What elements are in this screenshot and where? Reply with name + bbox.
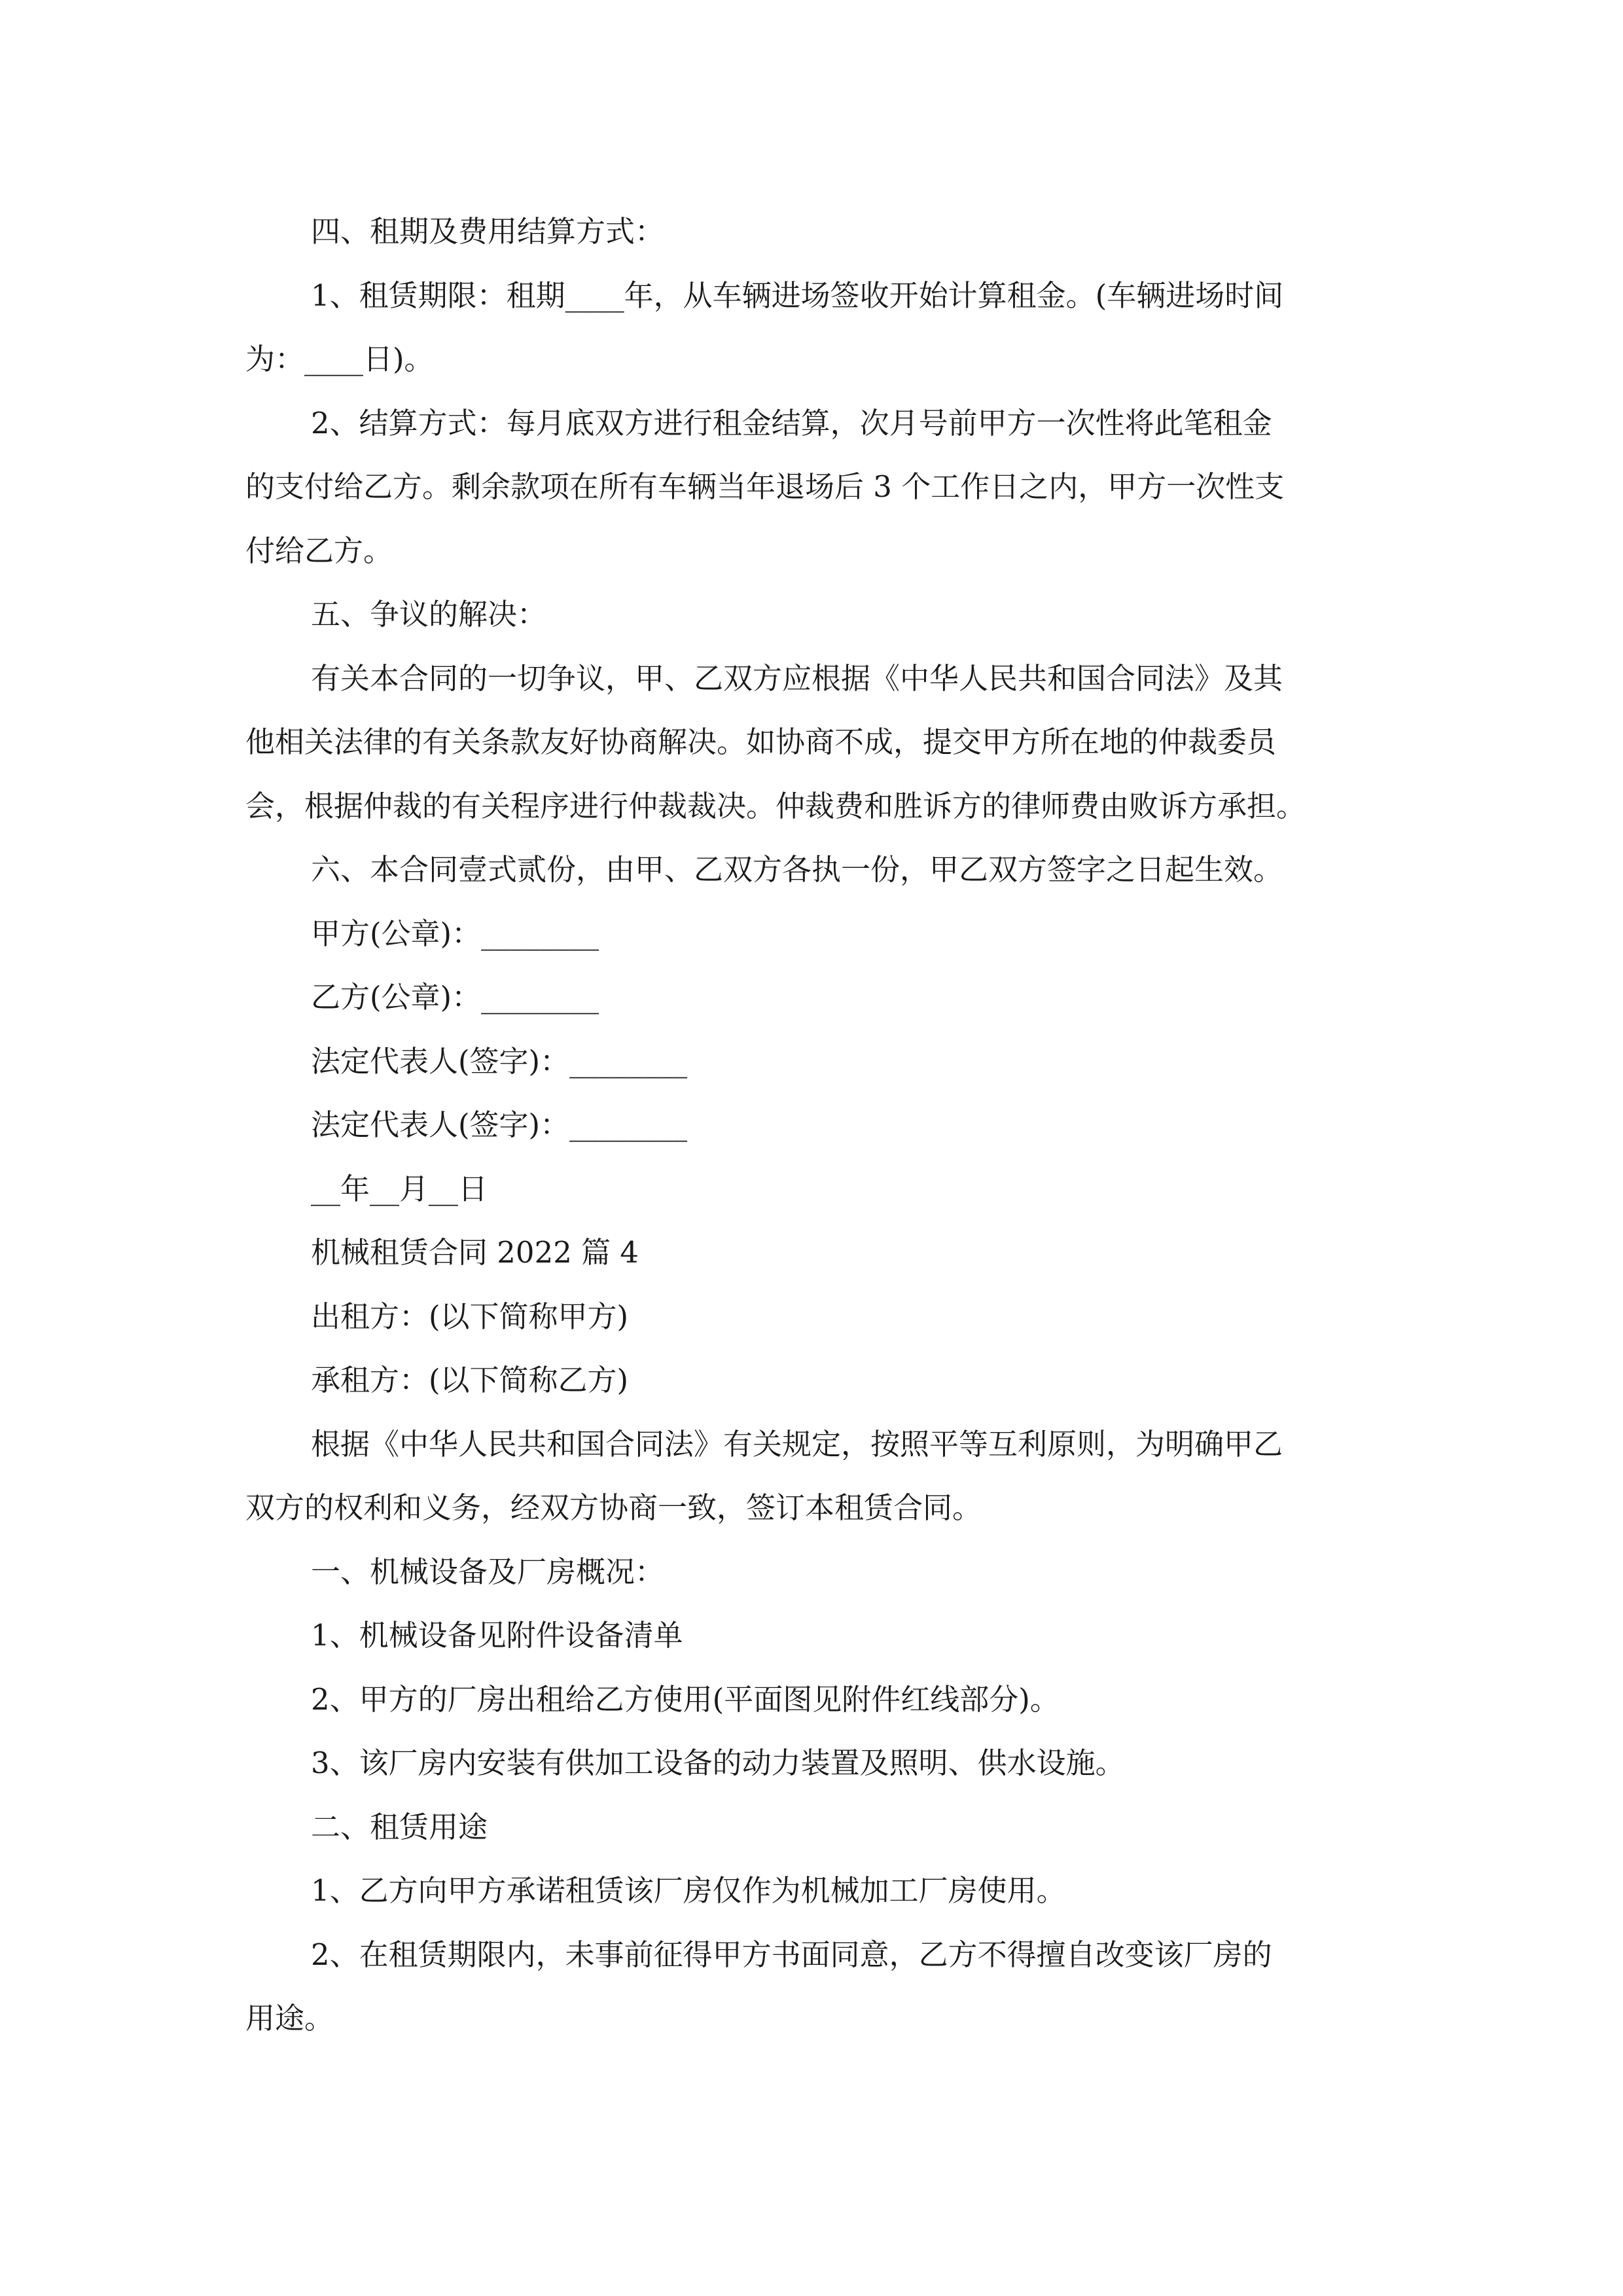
document-line: 五、争议的解决：: [311, 597, 547, 632]
document-line: 甲方(公章)：________: [311, 916, 599, 951]
document-line: 法定代表人(签字)：________: [311, 1107, 688, 1142]
document-line: 1、乙方向甲方承诺租赁该厂房仅作为机械加工厂房使用。: [311, 1873, 1066, 1908]
document-line: 有关本合同的一切争议，甲、乙双方应根据《中华人民共和国合同法》及其: [311, 660, 1283, 696]
document-line: 他相关法律的有关条款友好协商解决。如协商不成，提交甲方所在地的仲裁委员: [245, 725, 1277, 759]
document-line: 根据《中华人民共和国合同法》有关规定，按照平等互利原则，为明确甲乙: [311, 1426, 1283, 1462]
document-body: [245, 200, 1384, 2051]
document-line: 承租方：(以下简称乙方): [311, 1363, 629, 1397]
document-line: 双方的权利和义务，经双方协商一致，签订本租赁合同。: [245, 1490, 982, 1525]
document-line: 机械租赁合同 2022 篇 4: [311, 1235, 639, 1270]
document-line: 会，根据仲裁的有关程序进行仲裁裁决。仲裁费和胜诉方的律师费由败诉方承担。: [245, 788, 1306, 823]
document-line: 六、本合同壹式贰份，由甲、乙双方各执一份，甲乙双方签字之日起生效。: [311, 852, 1283, 887]
document-line: 1、机械设备见附件设备清单: [311, 1618, 683, 1653]
document-line: 出租方：(以下简称甲方): [311, 1299, 629, 1334]
document-line: 四、租期及费用结算方式：: [311, 214, 665, 249]
document-line: 1、租赁期限：租期____年，从车辆进场签收开始计算租金。(车辆进场时间: [311, 278, 1284, 313]
document-line: 2、结算方式：每月底双方进行租金结算，次月号前甲方一次性将此笔租金: [311, 405, 1272, 440]
document-line: 为：____日)。: [245, 342, 434, 376]
document-line: 3、该厂房内安装有供加工设备的动力装置及照明、供水设施。: [311, 1746, 1125, 1780]
document-line: 的支付给乙方。剩余款项在所有车辆当年退场后 3 个工作日之内，甲方一次性支: [245, 469, 1285, 504]
document-line: 用途。: [245, 2001, 334, 2036]
document-line: 2、甲方的厂房出租给乙方使用(平面图见附件红线部分)。: [311, 1681, 1060, 1717]
document-line: 一、机械设备及厂房概况：: [311, 1554, 665, 1589]
document-line: 法定代表人(签字)：________: [311, 1043, 688, 1079]
document-line: 乙方(公章)：________: [311, 980, 599, 1014]
document-line: 2、在租赁期限内，未事前征得甲方书面同意，乙方不得擅自改变该厂房的: [311, 1937, 1272, 1972]
document-line: 付给乙方。: [245, 533, 393, 568]
document-line: __年__月__日: [311, 1171, 488, 1206]
document-line: 二、租赁用途: [311, 1809, 488, 1844]
